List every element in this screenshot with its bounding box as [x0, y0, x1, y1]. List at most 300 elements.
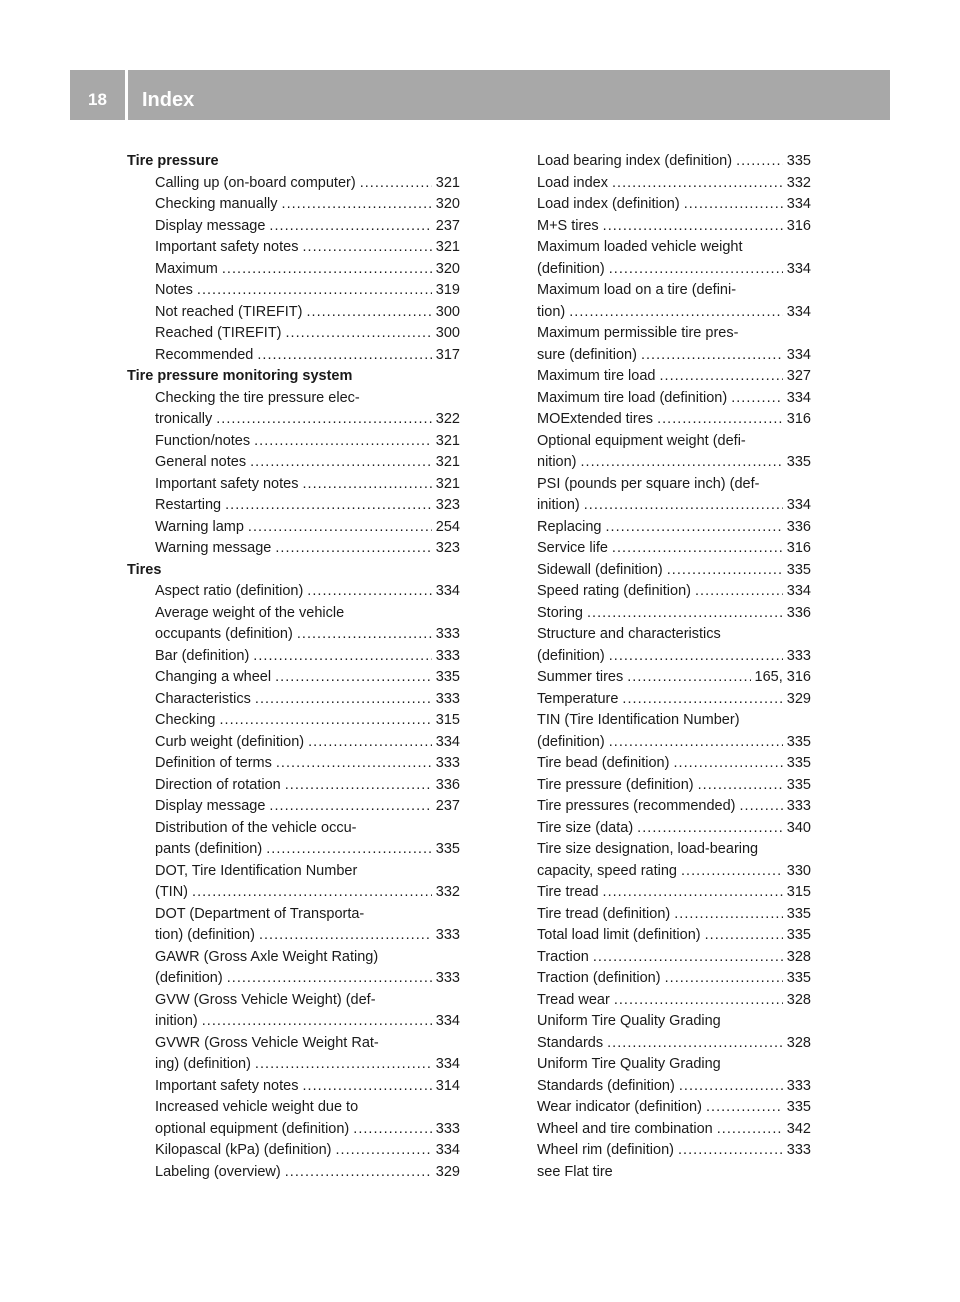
index-entry [509, 732, 811, 754]
dot-leader [695, 581, 783, 603]
index-entry [127, 259, 460, 281]
page-reference: 315 [786, 884, 811, 900]
dot-leader [603, 882, 783, 904]
dot-leader [285, 775, 432, 797]
page-reference: 332 [435, 884, 460, 900]
index-entry [127, 323, 460, 345]
page-reference: 333 [786, 1142, 811, 1158]
entry-term: Traction (definition) [537, 970, 661, 986]
dot-leader [266, 839, 432, 861]
dot-leader [269, 216, 431, 238]
page-reference: 333 [435, 690, 460, 707]
page-reference: 334 [435, 583, 460, 599]
index-entry [127, 667, 460, 689]
index-heading: Tire pressure monitoring system [127, 368, 353, 384]
entry-term: ing) (definition) [155, 1056, 251, 1072]
entry-term: Warning message [155, 540, 272, 556]
page-reference: 334 [786, 303, 811, 320]
entry-term: Maximum tire load [537, 368, 656, 384]
dot-leader [641, 345, 783, 367]
entry-term: Load bearing index (definition) [537, 153, 733, 169]
dot-leader [674, 904, 783, 926]
index-entry [509, 409, 811, 431]
index-entry [127, 474, 460, 496]
index-entry [127, 452, 460, 474]
dot-leader [614, 990, 783, 1012]
index-entry-continuation: Optional equipment weight (defi- [537, 432, 746, 449]
index-entry [509, 388, 811, 410]
dot-leader [740, 796, 783, 818]
index-entry-continuation: Maximum permissible tire pres- [537, 325, 739, 341]
index-entry [127, 775, 460, 797]
entry-term: Kilopascal (kPa) (definition) [155, 1142, 332, 1158]
dot-leader [275, 538, 431, 560]
entry-term: Calling up (on-board computer) [155, 174, 356, 191]
page-reference: 334 [435, 1013, 460, 1029]
page-reference: 316 [786, 411, 811, 427]
dot-leader [607, 1033, 783, 1055]
entry-term: inition) [155, 1013, 198, 1029]
entry-term: Aspect ratio (definition) [155, 583, 304, 599]
dot-leader [202, 1011, 432, 1033]
page-reference: 335 [786, 927, 811, 943]
dot-leader [667, 560, 783, 582]
index-entry [127, 624, 460, 646]
dot-leader [302, 474, 431, 496]
page-reference: 333 [435, 1120, 460, 1137]
index-entry [509, 560, 811, 582]
dot-leader [259, 925, 432, 947]
page-reference: 335 [786, 970, 811, 986]
dot-leader [360, 173, 432, 195]
entry-term: Traction [537, 948, 589, 965]
index-entry [509, 925, 811, 947]
entry-term: (definition) [537, 647, 605, 664]
entry-term: Important safety notes [155, 475, 299, 492]
page-reference: 342 [786, 1120, 811, 1137]
entry-term: Changing a wheel [155, 669, 272, 685]
dot-leader [306, 302, 431, 324]
index-entry [127, 796, 460, 818]
index-column-left [127, 151, 460, 1183]
index-entry [127, 646, 460, 668]
page-reference: 165, 316 [754, 669, 811, 685]
dot-leader [587, 603, 783, 625]
index-column-right [509, 151, 811, 1183]
page-reference: 329 [786, 690, 811, 707]
entry-term: Tire pressure (definition) [537, 776, 694, 793]
page-reference: 335 [786, 776, 811, 793]
entry-term: sure (definition) [537, 346, 637, 363]
dot-leader [706, 1097, 783, 1119]
index-entry [509, 173, 811, 195]
page-reference: 333 [786, 647, 811, 664]
dot-leader [731, 388, 783, 410]
page-reference: 322 [435, 411, 460, 427]
index-entry [127, 1119, 460, 1141]
index-entry [127, 839, 460, 861]
entry-term: Temperature [537, 690, 619, 707]
dot-leader [302, 1076, 431, 1098]
index-entry [127, 302, 460, 324]
page-header [70, 70, 890, 120]
entry-term: Tire tread [537, 884, 599, 900]
dot-leader [679, 1076, 783, 1098]
page-reference: 333 [786, 798, 811, 814]
entry-term: Recommended [155, 346, 254, 363]
index-entry [509, 904, 811, 926]
index-entry [509, 603, 811, 625]
index-entry [509, 581, 811, 603]
entry-term: Display message [155, 798, 266, 814]
dot-leader [736, 151, 783, 173]
page-reference: 333 [435, 970, 460, 986]
entry-term: Replacing [537, 518, 602, 535]
dot-leader [606, 517, 783, 539]
dot-leader [282, 194, 432, 216]
entry-term: Load index [537, 174, 608, 191]
page-reference: 335 [786, 905, 811, 922]
entry-term: Checking [155, 712, 216, 728]
dot-leader [684, 194, 783, 216]
index-heading: Tires [127, 561, 162, 578]
index-entry [127, 538, 460, 560]
entry-term: Wheel rim (definition) [537, 1142, 674, 1158]
index-entry [509, 1033, 811, 1055]
dot-leader [255, 1054, 432, 1076]
index-entry [127, 194, 460, 216]
dot-leader [637, 818, 783, 840]
entry-term: Tire pressures (recommended) [537, 798, 736, 814]
dot-leader [192, 882, 432, 904]
page-reference: 335 [435, 841, 460, 857]
page-reference: 335 [786, 1099, 811, 1115]
page-reference: 328 [786, 991, 811, 1008]
entry-term: (definition) [537, 260, 605, 277]
index-entry [127, 1011, 460, 1033]
page-reference: 321 [435, 239, 460, 255]
entry-term: MOExtended tires [537, 411, 654, 427]
entry-term: Maximum tire load (definition) [537, 389, 728, 406]
page-reference: 321 [435, 432, 460, 449]
dot-leader [603, 216, 783, 238]
page-reference: 334 [786, 346, 811, 363]
entry-term: Direction of rotation [155, 776, 281, 793]
page-reference: 334 [786, 196, 811, 212]
page-reference: 328 [786, 1034, 811, 1051]
entry-term: tion) (definition) [155, 927, 255, 943]
index-entry [509, 517, 811, 539]
header-divider [125, 70, 128, 120]
index-entry [509, 366, 811, 388]
entry-term: Storing [537, 604, 583, 621]
entry-term: Bar (definition) [155, 647, 250, 664]
entry-term: Service life [537, 540, 608, 556]
entry-term: Warning lamp [155, 518, 244, 535]
dot-leader [248, 517, 432, 539]
page-reference: 336 [786, 518, 811, 535]
page-reference: 334 [786, 260, 811, 277]
page-reference: 336 [435, 776, 460, 793]
page-reference: 335 [786, 153, 811, 169]
index-entry [509, 538, 811, 560]
page-reference: 319 [435, 282, 460, 298]
dot-leader [225, 495, 432, 517]
dot-leader [307, 581, 432, 603]
entry-term: Checking manually [155, 196, 278, 212]
entry-term: Important safety notes [155, 239, 299, 255]
entry-term: Summer tires [537, 669, 624, 685]
entry-term: Tire bead (definition) [537, 755, 670, 771]
index-entry [127, 1140, 460, 1162]
index-entry [509, 861, 811, 883]
entry-term: Wear indicator (definition) [537, 1099, 702, 1115]
entry-term: Curb weight (definition) [155, 733, 305, 750]
dot-leader [627, 667, 750, 689]
dot-leader [698, 775, 783, 797]
dot-leader [227, 968, 432, 990]
index-entry [509, 818, 811, 840]
entry-term: tion) [537, 303, 566, 320]
index-entry-continuation: Increased vehicle weight due to [155, 1099, 359, 1115]
index-entry-continuation: PSI (pounds per square inch) (def- [537, 475, 760, 492]
dot-leader [681, 861, 783, 883]
entry-term: Function/notes [155, 432, 251, 449]
page-number: 18 [88, 90, 107, 109]
index-entry [509, 1076, 811, 1098]
entry-term: Definition of terms [155, 755, 272, 771]
index-entry [509, 151, 811, 173]
entry-term: capacity, speed rating [537, 862, 677, 879]
entry-term: Restarting [155, 497, 222, 513]
entry-term: nition) [537, 454, 577, 470]
index-entry-continuation: Checking the tire pressure elec- [155, 389, 360, 406]
page-reference: 333 [435, 927, 460, 943]
page-reference: 333 [435, 647, 460, 664]
dot-leader [593, 947, 783, 969]
index-entry [509, 796, 811, 818]
dot-leader [219, 710, 431, 732]
dot-leader [657, 409, 783, 431]
index-entry [509, 1097, 811, 1119]
index-entry-continuation: GVW (Gross Vehicle Weight) (def- [155, 991, 376, 1008]
entry-term: tronically [155, 411, 213, 427]
index-entry-continuation: Uniform Tire Quality Grading [537, 1056, 721, 1072]
index-entry [127, 1054, 460, 1076]
entry-term: Load index (definition) [537, 196, 680, 212]
entry-term: Total load limit (definition) [537, 927, 701, 943]
entry-term: Tread wear [537, 991, 610, 1008]
dot-leader [275, 667, 432, 689]
page-reference: 314 [435, 1077, 460, 1094]
index-entry-continuation: GAWR (Gross Axle Weight Rating) [155, 948, 379, 965]
index-entry [127, 280, 460, 302]
page-reference: 316 [786, 540, 811, 556]
page-reference: 300 [435, 303, 460, 320]
page-reference: 334 [435, 733, 460, 750]
page-reference: 334 [786, 497, 811, 513]
page-reference: 334 [786, 583, 811, 599]
index-entry [127, 431, 460, 453]
index-entry [509, 968, 811, 990]
dot-leader [250, 452, 432, 474]
index-entry [127, 882, 460, 904]
index-entry [509, 259, 811, 281]
dot-leader [254, 431, 432, 453]
index-entry [127, 968, 460, 990]
index-entry-continuation: DOT, Tire Identification Number [155, 862, 358, 879]
dot-leader [622, 689, 782, 711]
index-entry-continuation: DOT (Department of Transporta- [155, 905, 365, 922]
index-entry [509, 775, 811, 797]
page-reference: 335 [786, 755, 811, 771]
index-entry [509, 194, 811, 216]
page-reference: 237 [435, 217, 460, 234]
page-reference: 335 [786, 733, 811, 750]
entry-term: inition) [537, 497, 580, 513]
entry-term: Speed rating (definition) [537, 583, 691, 599]
dot-leader [222, 259, 432, 281]
page-reference: 237 [435, 798, 460, 814]
dot-leader [584, 495, 783, 517]
dot-leader [609, 259, 783, 281]
dot-leader [609, 732, 783, 754]
page-reference: 320 [435, 260, 460, 277]
page-reference: 323 [435, 540, 460, 556]
page-reference: 333 [786, 1077, 811, 1094]
dot-leader [302, 237, 431, 259]
index-heading: Tire pressure [127, 153, 219, 169]
entry-term: Labeling (overview) [155, 1163, 281, 1180]
index-entry [509, 990, 811, 1012]
index-entry [127, 732, 460, 754]
dot-leader [308, 732, 432, 754]
index-entry [127, 1076, 460, 1098]
index-entry [509, 667, 811, 689]
dot-leader [197, 280, 432, 302]
dot-leader [612, 538, 783, 560]
index-entry-continuation: Distribution of the vehicle occu- [155, 819, 357, 836]
dot-leader [286, 323, 432, 345]
index-entry [127, 409, 460, 431]
page-reference: 316 [786, 217, 811, 234]
index-entry-continuation: Maximum loaded vehicle weight [537, 239, 743, 255]
index-entry [127, 1162, 460, 1184]
index-entry-continuation: see Flat tire [537, 1163, 613, 1180]
index-entry [509, 882, 811, 904]
page-reference: 315 [435, 712, 460, 728]
dot-leader [269, 796, 431, 818]
index-entry-continuation: Maximum load on a tire (defini- [537, 282, 737, 298]
dot-leader [255, 689, 432, 711]
entry-term: Sidewall (definition) [537, 561, 663, 578]
index-entry [509, 753, 811, 775]
dot-leader [216, 409, 432, 431]
page-reference: 321 [435, 454, 460, 470]
index-entry [127, 925, 460, 947]
dot-leader [659, 366, 782, 388]
entry-term: Standards (definition) [537, 1077, 675, 1094]
page-reference: 321 [435, 174, 460, 191]
page-reference: 300 [435, 325, 460, 341]
entry-term: pants (definition) [155, 841, 263, 857]
page-title: Index [142, 89, 195, 111]
page-reference: 320 [435, 196, 460, 212]
dot-leader [336, 1140, 432, 1162]
dot-leader [285, 1162, 432, 1184]
entry-term: Important safety notes [155, 1077, 299, 1094]
entry-term: Tire size (data) [537, 819, 634, 836]
page-reference: 321 [435, 475, 460, 492]
index-entry [509, 216, 811, 238]
dot-leader [705, 925, 783, 947]
page-reference: 329 [435, 1163, 460, 1180]
entry-term: Display message [155, 217, 266, 234]
page-reference: 317 [435, 346, 460, 363]
index-entry [127, 517, 460, 539]
index-entry [509, 1119, 811, 1141]
dot-leader [569, 302, 783, 324]
dot-leader [717, 1119, 783, 1141]
page-reference: 328 [786, 948, 811, 965]
index-entry-continuation: GVWR (Gross Vehicle Weight Rat- [155, 1034, 379, 1051]
index-entry-continuation: Average weight of the vehicle [155, 604, 345, 621]
entry-term: Not reached (TIREFIT) [155, 303, 303, 320]
index-entry [127, 689, 460, 711]
page-reference: 336 [786, 604, 811, 621]
dot-leader [297, 624, 432, 646]
page-reference: 327 [786, 368, 811, 384]
entry-term: (definition) [155, 970, 223, 986]
page-reference: 334 [435, 1056, 460, 1072]
index-entry-continuation: Tire size designation, load-bearing [537, 841, 759, 857]
entry-term: M+S tires [537, 217, 599, 234]
index-entry [127, 710, 460, 732]
entry-term: Tire tread (definition) [537, 905, 671, 922]
entry-term: Notes [155, 282, 193, 298]
entry-term: (TIN) [155, 884, 189, 900]
page-reference: 333 [435, 626, 460, 642]
index-entry [509, 452, 811, 474]
dot-leader [276, 753, 432, 775]
dot-leader [253, 646, 432, 668]
index-entry [127, 237, 460, 259]
dot-leader [612, 173, 783, 195]
index-entry [509, 1140, 811, 1162]
index-entry-continuation: Uniform Tire Quality Grading [537, 1013, 721, 1029]
index-entry-continuation: TIN (Tire Identification Number) [537, 712, 740, 728]
dot-leader [678, 1140, 783, 1162]
index-entry-continuation: Structure and characteristics [537, 626, 721, 642]
entry-term: Standards [537, 1034, 604, 1051]
dot-leader [353, 1119, 432, 1141]
page-reference: 335 [786, 454, 811, 470]
dot-leader [673, 753, 782, 775]
entry-term: occupants (definition) [155, 626, 293, 642]
index-entry [509, 302, 811, 324]
page-reference: 323 [435, 497, 460, 513]
index-entry [509, 646, 811, 668]
page-reference: 330 [786, 862, 811, 879]
dot-leader [581, 452, 783, 474]
index-entry [127, 216, 460, 238]
page-reference: 333 [435, 755, 460, 771]
index-entry [127, 345, 460, 367]
entry-term: Characteristics [155, 690, 251, 707]
page-reference: 340 [786, 819, 811, 836]
index-entry [509, 495, 811, 517]
index-entry [127, 173, 460, 195]
